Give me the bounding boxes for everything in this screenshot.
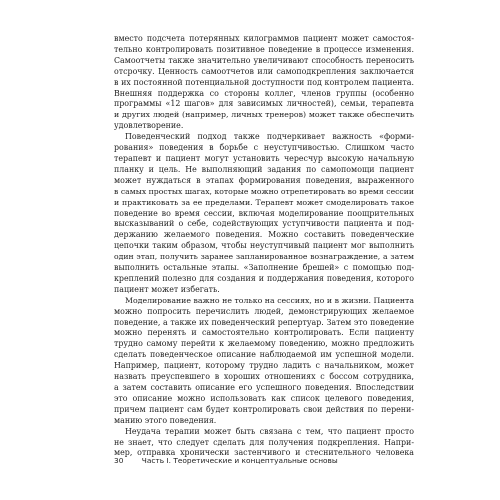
paragraph — [114, 34, 414, 132]
text-line: Поведенческий подход также подчеркивает важность «форми- — [125, 132, 414, 142]
text-line: высказываний о себе, содействующих уступчивости пациента и под- — [114, 219, 414, 229]
text-line: Моделирование важно не только на сессиях, но и в жизни. Пациента — [125, 295, 414, 305]
text-line: и практиковать за ее пределами. Терапевт может смоделировать такое — [114, 197, 414, 207]
text-line: не знает, что следует сделать для получения подкрепления. Напри- — [114, 437, 414, 447]
text-line: терапевт и пациент могут установить чересчур высокую начальную — [114, 153, 414, 163]
text-line: тельно контролировать позитивное поведение в процессе изменения. — [114, 44, 414, 54]
text-line: цепочки таким образом, чтобы неуступчивый пациент мог выполнить — [114, 241, 414, 251]
text-line: рования» поведения в борьбе с неуступчивостью. Слишком часто — [114, 143, 414, 153]
text-line: можно перенять и самостоятельно контролировать. Если пациенту — [114, 328, 414, 338]
text-line: отсрочку. Ценность самоотчетов или самоподкрепления заключается — [114, 66, 414, 76]
text-line: вместо подсчета потерянных килограммов пациент может самостоя- — [114, 34, 414, 43]
text-line: планку и цель. Не выполняющий задания по самопомощи пациент — [114, 164, 414, 174]
text-line: программы «12 шагов» для зависимых личностей), семьи, терапевта — [114, 99, 414, 109]
text-line: сделать поведенческое описание наблюдаемой им успешной модели. — [114, 350, 414, 360]
text-line: Неудача терапии может быть связана с тем, что пациент просто — [125, 426, 414, 436]
text-line: пациент может избегать. — [114, 284, 220, 294]
text-line: назвать преуспевшего в хороших отношениях с боссом сотрудника, — [114, 372, 414, 382]
text-line: держанию желаемого поведения. Можно составить поведенческие — [114, 230, 414, 240]
text-line: причем пациент сам будет контролировать свои действия по перени- — [114, 404, 414, 414]
text-line: в самых простых шагах, которые можно отрепетировать во время сессии — [114, 186, 414, 196]
page-number: 30 — [114, 456, 124, 465]
text-line: а затем составить описание его успешного поведения. Впоследствии — [114, 383, 414, 392]
text-line: это описание можно использовать как список целевого поведения, — [114, 393, 414, 403]
page-footer — [114, 455, 414, 467]
text-line: мер, отправка хронически застенчивого и стеснительного человека — [114, 448, 414, 458]
text-line: Внешняя поддержка со стороны коллег, членов группы (особенно — [114, 88, 414, 98]
body-text — [114, 34, 414, 459]
text-line: Например, пациент, которому трудно ладить с начальником, может — [114, 361, 414, 371]
text-line: и других людей (например, личных тренеров) может также обеспечить — [114, 110, 414, 120]
paragraph — [114, 132, 414, 296]
text-line: креплений полезно для создания и поддержания поведения, которого — [114, 273, 414, 283]
text-line: удовлетворение. — [114, 121, 184, 131]
text-line: может нуждаться в этапах формирования поведения, выраженного — [114, 175, 414, 185]
running-title: Часть I. Теоретические и концептуальные основы — [141, 456, 338, 465]
text-line: поведение во время сессии, включая моделирование поощрительных — [114, 208, 414, 218]
text-line: можно попросить перечислить людей, демонстрирующих желаемое — [114, 306, 414, 316]
text-line: манию этого поведения. — [114, 415, 217, 425]
text-line: поведение, а также их поведенческий репертуар. Затем это поведение — [114, 317, 414, 327]
text-line: в их постоянной потенциальной доступности под контролем пациента. — [114, 77, 414, 87]
paragraph — [114, 296, 414, 427]
text-line: Самоотчеты также значительно увеличивают способность переносить — [114, 55, 414, 65]
text-line: один этап, получить заранее запланированное вознаграждение, а затем — [114, 252, 414, 262]
text-line: выполнить остальные этапы. «Заполнение брешей» с помощью под- — [114, 263, 414, 273]
text-line: трудно самому перейти к желаемому поведению, можно предложить — [114, 339, 414, 349]
